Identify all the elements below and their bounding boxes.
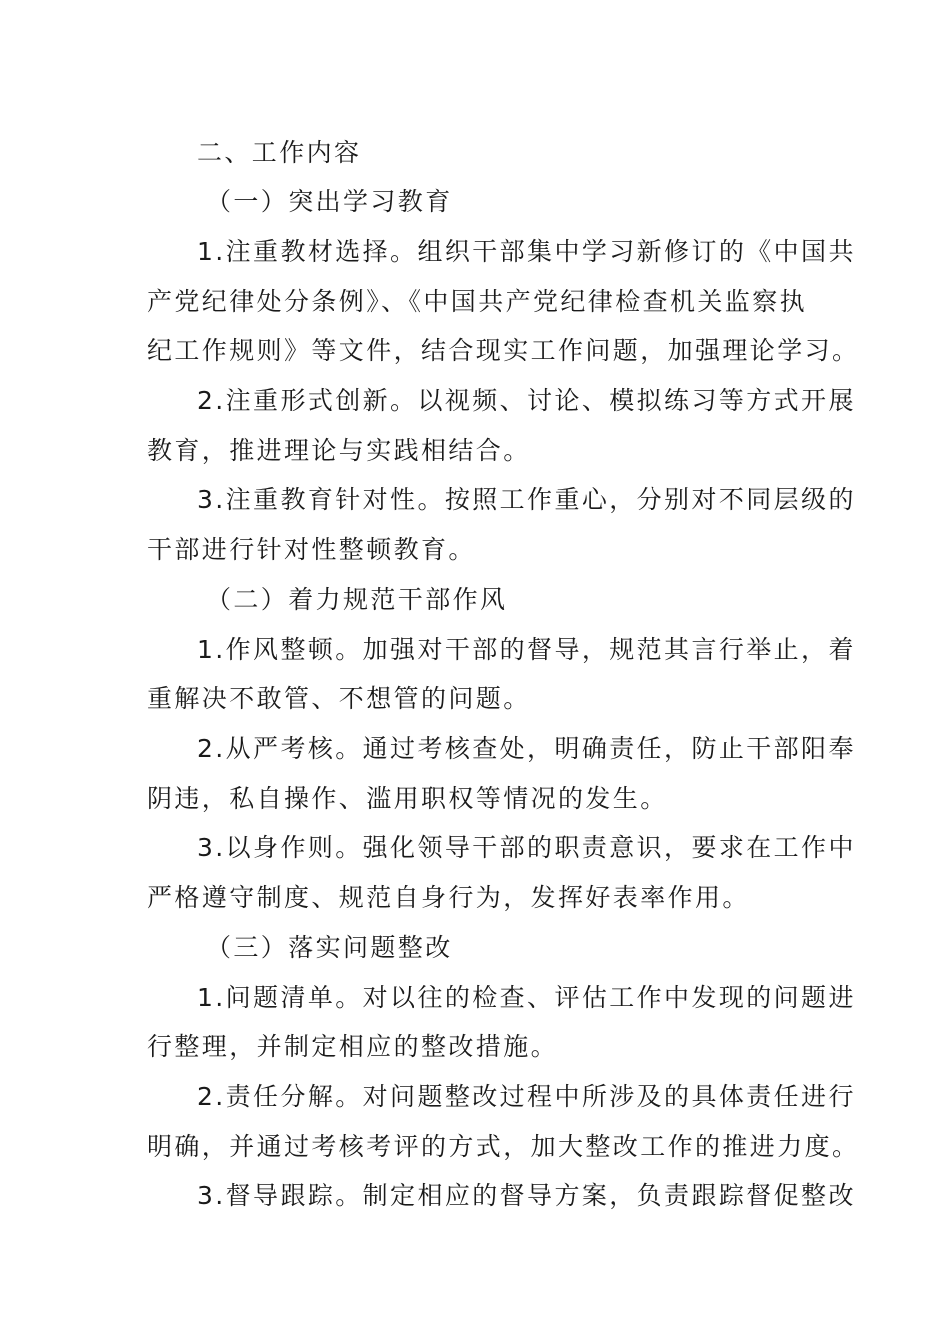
paragraph-line: 1.注重教材选择。组织干部集中学习新修订的《中国共 bbox=[197, 237, 856, 266]
paragraph-line: 明确，并通过考核考评的方式，加大整改工作的推进力度。 bbox=[147, 1132, 860, 1161]
paragraph-line: 3.督导跟踪。制定相应的督导方案，负责跟踪督促整改 bbox=[197, 1181, 856, 1210]
paragraph-line: 3.注重教育针对性。按照工作重心，分别对不同层级的 bbox=[197, 485, 856, 514]
paragraph-line: 行整理，并制定相应的整改措施。 bbox=[147, 1032, 559, 1061]
paragraph-line: 2.注重形式创新。以视频、讨论、模拟练习等方式开展 bbox=[197, 386, 856, 415]
paragraph-line: 干部进行针对性整顿教育。 bbox=[147, 535, 476, 564]
paragraph-line: 1.作风整顿。加强对干部的督导，规范其言行举止，着 bbox=[197, 635, 856, 664]
paragraph-line: 产党纪律处分条例》、《中国共产党纪律检查机关监察执 bbox=[147, 287, 808, 316]
paragraph-line: 1.问题清单。对以往的检查、评估工作中发现的问题进 bbox=[197, 983, 856, 1012]
paragraph-line: 阴违，私自操作、滥用职权等情况的发生。 bbox=[147, 784, 668, 813]
paragraph-line: 教育，推进理论与实践相结合。 bbox=[147, 436, 531, 465]
paragraph-line: 重解决不敢管、不想管的问题。 bbox=[147, 684, 531, 713]
paragraph-line: 严格遵守制度、规范自身行为，发挥好表率作用。 bbox=[147, 883, 750, 912]
section-heading: 二、工作内容 bbox=[197, 138, 362, 167]
paragraph-line: 3.以身作则。强化领导干部的职责意识，要求在工作中 bbox=[197, 833, 856, 862]
paragraph-line: 2.责任分解。对问题整改过程中所涉及的具体责任进行 bbox=[197, 1082, 856, 1111]
subsection-heading-1: （一）突出学习教育 bbox=[206, 187, 453, 216]
subsection-heading-3: （三）落实问题整改 bbox=[206, 933, 453, 962]
paragraph-line: 2.从严考核。通过考核查处，明确责任，防止干部阳奉 bbox=[197, 734, 856, 763]
paragraph-line: 纪工作规则》等文件，结合现实工作问题，加强理论学习。 bbox=[147, 336, 860, 365]
subsection-heading-2: （二）着力规范干部作风 bbox=[206, 585, 508, 614]
